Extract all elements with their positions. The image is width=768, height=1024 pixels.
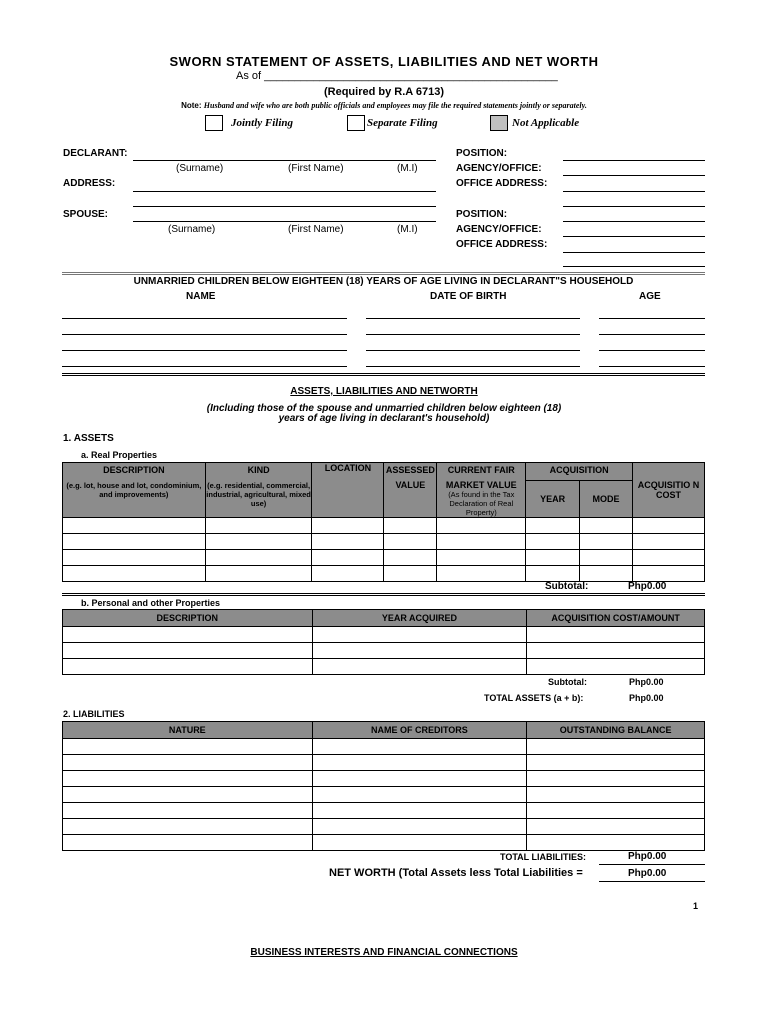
page-title: SWORN STATEMENT OF ASSETS, LIABILITIES AND NET WORTH	[169, 54, 599, 69]
not-applicable-label: Not Applicable	[512, 117, 580, 129]
table-cell[interactable]	[527, 771, 705, 787]
table-row	[63, 627, 705, 643]
real-acq-cost-header	[633, 463, 705, 518]
real-location-title: LOCATION	[324, 463, 372, 473]
address-label: ADDRESS:	[63, 178, 116, 189]
table-cell[interactable]	[633, 550, 705, 566]
child-dob-line[interactable]	[366, 318, 580, 319]
personal-description-header: DESCRIPTION	[63, 610, 313, 627]
spouse-mi-caption: (M.I)	[397, 224, 418, 235]
total-liabilities-value: Php0.00	[628, 851, 667, 862]
address-line-2[interactable]	[133, 206, 436, 207]
note-text: Husband and wife who are both public officials and employees may file the required statements jointly or separately.	[203, 101, 587, 110]
children-heading: UNMARRIED CHILDREN BELOW EIGHTEEN (18) YEARS OF AGE LIVING IN DECLARANT"S HOUSEHOLD	[133, 276, 634, 287]
table-cell[interactable]	[526, 550, 580, 566]
table-cell[interactable]	[63, 787, 313, 803]
liabilities-heading: 2. LIABILITIES	[63, 709, 125, 719]
table-cell[interactable]	[633, 518, 705, 534]
table-cell[interactable]	[633, 566, 705, 582]
table-cell[interactable]	[384, 550, 437, 566]
child-age-line[interactable]	[599, 334, 705, 335]
total-assets-label: TOTAL ASSETS (a + b):	[484, 693, 584, 703]
real-acquisition-title: ACQUISITION	[549, 465, 609, 475]
table-cell[interactable]	[526, 534, 580, 550]
real-acquisition-header	[526, 463, 633, 481]
spouse-office-address-label: OFFICE ADDRESS:	[456, 239, 548, 250]
jointly-filing-label: Jointly Filing	[231, 117, 294, 129]
table-cell[interactable]	[580, 550, 633, 566]
net-worth-value: Php0.00	[628, 868, 667, 879]
table-cell[interactable]	[527, 755, 705, 771]
business-interests-heading: BUSINESS INTERESTS AND FINANCIAL CONNECTIONS	[250, 947, 518, 958]
table-cell[interactable]	[63, 739, 313, 755]
liabilities-nature-header: NATURE	[63, 722, 313, 739]
spouse-label: SPOUSE:	[63, 209, 109, 220]
table-cell[interactable]	[580, 534, 633, 550]
table-cell[interactable]	[312, 787, 527, 803]
child-age-line[interactable]	[599, 350, 705, 351]
real-location-header	[312, 463, 384, 518]
child-name-line[interactable]	[62, 350, 347, 351]
personal-subtotal-label: Subtotal:	[548, 677, 587, 687]
real-description-title: DESCRIPTION	[103, 465, 165, 475]
table-cell[interactable]	[312, 518, 384, 534]
table-cell[interactable]	[527, 803, 705, 819]
table-row	[63, 518, 705, 534]
table-cell[interactable]	[312, 627, 527, 643]
section-divider	[62, 593, 705, 596]
assets-heading: 1. ASSETS	[63, 433, 114, 444]
real-year-header	[526, 480, 580, 517]
table-row	[63, 771, 705, 787]
table-cell[interactable]	[205, 518, 312, 534]
spouse-firstname-caption: (First Name)	[288, 224, 344, 235]
real-year-title: YEAR	[540, 493, 566, 504]
declarant-firstname-caption: (First Name)	[288, 163, 344, 174]
real-fair-title-1: CURRENT FAIR	[447, 465, 515, 475]
table-row	[63, 566, 705, 582]
declarant-surname-caption: (Surname)	[176, 163, 224, 174]
declarant-office-address-line-1[interactable]	[563, 191, 705, 192]
spouse-agency-line[interactable]	[563, 236, 705, 237]
personal-properties-table	[62, 609, 705, 675]
real-fair-sub: (As found in the Tax Declaration of Real Property)	[448, 490, 515, 517]
spouse-agency-label: AGENCY/OFFICE:	[456, 224, 542, 235]
required-by: (Required by R.A 6713)	[323, 86, 444, 98]
table-cell[interactable]	[63, 566, 206, 582]
not-applicable-checkbox[interactable]	[490, 115, 508, 131]
table-cell[interactable]	[63, 659, 313, 675]
real-acq-cost-title: ACQUISITIO N COST	[637, 480, 700, 500]
table-cell[interactable]	[312, 550, 384, 566]
real-description-sub: (e.g. lot, house and lot, condominium, and improvements)	[66, 481, 202, 499]
separate-filing-checkbox[interactable]	[347, 115, 365, 131]
spouse-position-line[interactable]	[563, 221, 705, 222]
table-row	[63, 787, 705, 803]
personal-properties-heading: b. Personal and other Properties	[81, 598, 221, 608]
table-cell[interactable]	[312, 659, 527, 675]
section-divider	[62, 373, 705, 376]
real-value-title: VALUE	[395, 480, 426, 490]
table-cell[interactable]	[526, 518, 580, 534]
table-cell[interactable]	[580, 518, 633, 534]
table-cell[interactable]	[205, 566, 312, 582]
liabilities-creditors-header: NAME OF CREDITORS	[312, 722, 527, 739]
table-cell[interactable]	[384, 518, 437, 534]
child-name-line[interactable]	[62, 334, 347, 335]
table-cell[interactable]	[312, 803, 527, 819]
real-properties-heading: a. Real Properties	[81, 450, 158, 460]
table-cell[interactable]	[384, 534, 437, 550]
total-assets-value: Php0.00	[629, 693, 664, 703]
table-cell[interactable]	[63, 771, 313, 787]
children-age-header: AGE	[639, 291, 661, 302]
table-row	[63, 819, 705, 835]
declarant-mi-caption: (M.I)	[397, 163, 418, 174]
spouse-position-label: POSITION:	[456, 209, 508, 220]
personal-cost-header: ACQUISITION COST/AMOUNT	[527, 610, 705, 627]
table-row	[63, 550, 705, 566]
table-row	[63, 755, 705, 771]
table-cell[interactable]	[527, 643, 705, 659]
note	[0, 101, 768, 110]
table-row	[63, 534, 705, 550]
declarant-position-line[interactable]	[563, 160, 705, 161]
real-description-header	[63, 463, 206, 518]
table-cell[interactable]	[63, 755, 313, 771]
table-cell[interactable]	[312, 835, 527, 851]
real-fair-title-2: MARKET VALUE	[445, 480, 517, 490]
table-cell[interactable]	[312, 771, 527, 787]
declarant-name-line[interactable]	[133, 160, 436, 161]
child-age-line[interactable]	[599, 318, 705, 319]
table-cell[interactable]	[527, 739, 705, 755]
table-cell[interactable]	[312, 755, 527, 771]
children-name-header: NAME	[186, 291, 216, 302]
table-row	[63, 643, 705, 659]
real-assessed-title: ASSESSED	[385, 465, 435, 475]
table-cell[interactable]	[63, 803, 313, 819]
net-worth-label: NET WORTH (Total Assets less Total Liabilities =	[329, 867, 583, 879]
table-cell[interactable]	[63, 835, 313, 851]
child-age-line[interactable]	[599, 366, 705, 367]
total-liabilities-line	[599, 864, 705, 865]
table-row	[63, 803, 705, 819]
table-cell[interactable]	[580, 566, 633, 582]
table-cell[interactable]	[384, 566, 437, 582]
real-subtotal-value: Php0.00	[628, 581, 667, 592]
table-cell[interactable]	[437, 566, 526, 582]
real-mode-header	[580, 480, 633, 517]
child-dob-line[interactable]	[366, 350, 580, 351]
child-name-line[interactable]	[62, 318, 347, 319]
liabilities-table	[62, 721, 705, 851]
section-divider	[62, 272, 705, 275]
table-cell[interactable]	[633, 534, 705, 550]
spouse-surname-caption: (Surname)	[168, 224, 216, 235]
spouse-office-address-line-2[interactable]	[563, 266, 705, 267]
table-cell[interactable]	[63, 819, 313, 835]
real-kind-title: KIND	[247, 465, 270, 475]
jointly-filing-checkbox[interactable]	[205, 115, 223, 131]
page-number: 1	[693, 901, 699, 911]
declarant-agency-line[interactable]	[563, 175, 705, 176]
real-mode-title: MODE	[592, 493, 620, 504]
separate-filing-label: Separate Filing	[367, 117, 438, 129]
children-dob-header: DATE OF BIRTH	[430, 291, 507, 302]
personal-subtotal-value: Php0.00	[629, 677, 664, 687]
declarant-label: DECLARANT:	[63, 148, 128, 159]
table-cell[interactable]	[437, 518, 526, 534]
table-cell[interactable]	[205, 534, 312, 550]
liabilities-balance-header: OUTSTANDING BALANCE	[527, 722, 705, 739]
personal-year-header: YEAR ACQUIRED	[312, 610, 527, 627]
address-line-1[interactable]	[133, 191, 436, 192]
table-row	[63, 739, 705, 755]
alnw-subheading-2: years of age living in declarant's household)	[278, 413, 490, 424]
real-assessed-header	[384, 463, 437, 518]
table-cell[interactable]	[205, 550, 312, 566]
as-of-field[interactable]: As of ________________________________________________	[236, 70, 558, 82]
alnw-subheading-1: (Including those of the spouse and unmarried children below eighteen (18)	[206, 403, 562, 414]
declarant-office-address-label: OFFICE ADDRESS:	[456, 178, 548, 189]
table-cell[interactable]	[527, 659, 705, 675]
real-properties-table	[62, 462, 705, 582]
declarant-office-address-line-2[interactable]	[563, 206, 705, 207]
child-name-line[interactable]	[62, 366, 347, 367]
table-cell[interactable]	[63, 534, 206, 550]
child-dob-line[interactable]	[366, 366, 580, 367]
declarant-position-label: POSITION:	[456, 148, 508, 159]
spouse-name-line[interactable]	[133, 221, 436, 222]
table-cell[interactable]	[312, 643, 527, 659]
table-cell[interactable]	[63, 643, 313, 659]
total-liabilities-label: TOTAL LIABILITIES:	[500, 852, 586, 862]
declarant-agency-label: AGENCY/OFFICE:	[456, 163, 542, 174]
table-cell[interactable]	[437, 550, 526, 566]
note-label: Note:	[181, 101, 202, 110]
table-cell[interactable]	[527, 787, 705, 803]
real-subtotal-label: Subtotal:	[545, 581, 589, 592]
spouse-office-address-line-1[interactable]	[563, 252, 705, 253]
table-cell[interactable]	[437, 534, 526, 550]
table-cell[interactable]	[63, 518, 206, 534]
alnw-heading: ASSETS, LIABILITIES AND NETWORTH	[290, 386, 478, 397]
real-kind-sub: (e.g. residential, commercial, industrial, agricultural, mixed use)	[206, 481, 311, 508]
real-kind-header	[205, 463, 312, 518]
table-cell[interactable]	[63, 627, 313, 643]
table-cell[interactable]	[312, 566, 384, 582]
table-cell[interactable]	[527, 819, 705, 835]
table-row	[63, 835, 705, 851]
table-cell[interactable]	[312, 534, 384, 550]
table-cell[interactable]	[312, 819, 527, 835]
table-cell[interactable]	[63, 550, 206, 566]
table-row	[63, 659, 705, 675]
real-fair-header	[437, 463, 526, 518]
table-cell[interactable]	[526, 566, 580, 582]
table-cell[interactable]	[312, 739, 527, 755]
net-worth-line	[599, 881, 705, 882]
child-dob-line[interactable]	[366, 334, 580, 335]
table-cell[interactable]	[527, 627, 705, 643]
table-cell[interactable]	[527, 835, 705, 851]
